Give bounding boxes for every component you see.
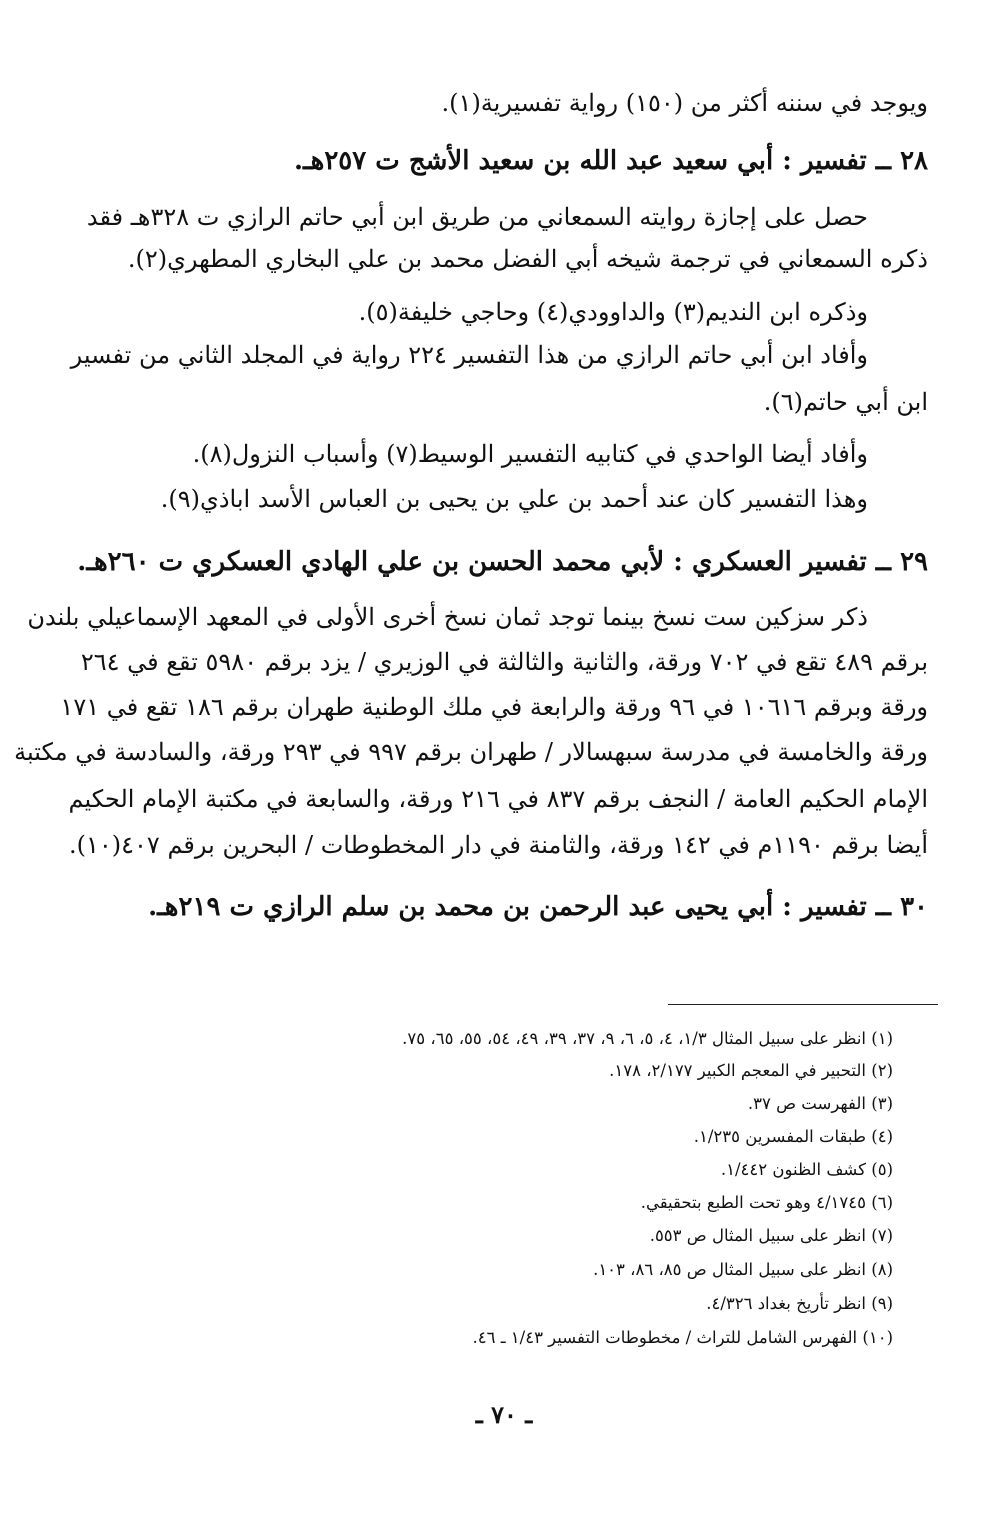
footnote-7: (٧) انظر على سبيل المثال ص ٥٥٣. (649, 1226, 893, 1245)
body-line-3: حصل على إجازة روايته السمعاني من طريق ابن أبي حاتم الرازي ت ٣٢٨هـ فقد (86, 203, 868, 231)
body-line-1: ويوجد في سننه أكثر من (١٥٠) رواية تفسيرية(١). (441, 89, 928, 117)
body-line-5: وذكره ابن النديم(٣) والداوودي(٤) وحاجي خليفة(٥). (358, 298, 868, 326)
body-line-13: ورقة وبرقم ١٠٦١٦ في ٩٦ ورقة والرابعة في ملك الوطنية طهران برقم ١٨٦ تقع في ١٧١ (60, 693, 928, 721)
footnote-8: (٨) انظر على سبيل المثال ص ٨٥، ٨٦، ١٠٣. (593, 1260, 893, 1279)
section-heading-28: ٢٨ ــ تفسير : أبي سعيد عبد الله بن سعيد الأشج ت ٢٥٧هـ. (293, 146, 928, 176)
body-line-4: ذكره السمعاني في ترجمة شيخه أبي الفضل محمد بن علي البخاري المطهري(٢). (127, 245, 928, 273)
footnote-10: (١٠) الفهرس الشامل للتراث / مخطوطات التفسير ١/٤٣ ـ ٤٦. (472, 1328, 893, 1347)
footnote-3: (٣) الفهرست ص ٣٧. (747, 1094, 893, 1113)
body-line-8: وأفاد أيضا الواحدي في كتابيه التفسير الوسيط(٧) وأسباب النزول(٨). (192, 440, 868, 468)
body-line-16: أيضا برقم ١١٩٠م في ١٤٢ ورقة، والثامنة في دار المخطوطات / البحرين برقم ٤٠٧(١٠). (68, 831, 928, 859)
body-line-15: الإمام الحكيم العامة / النجف برقم ٨٣٧ في ٢١٦ ورقة، والسابعة في مكتبة الإمام الحكيم (68, 785, 928, 813)
section-heading-30: ٣٠ ــ تفسير : أبي يحيى عبد الرحمن بن محمد بن سلم الرازي ت ٢١٩هـ. (148, 892, 928, 922)
footnote-1: (١) انظر على سبيل المثال ١/٣، ٤، ٥، ٦، ٩، ٣٧، ٣٩، ٤٩، ٥٤، ٥٥، ٦٥، ٧٥. (402, 1029, 893, 1048)
body-line-6: وأفاد ابن أبي حاتم الرازي من هذا التفسير ٢٢٤ رواية في المجلد الثاني من تفسير (70, 341, 868, 369)
body-line-11: ذكر سزكين ست نسخ بينما توجد ثمان نسخ أخرى الأولى في المعهد الإسماعيلي بلندن (27, 603, 868, 631)
footnote-5: (٥) كشف الظنون ١/٤٤٢. (720, 1160, 893, 1179)
footnote-4: (٤) طبقات المفسرين ١/٢٣٥. (693, 1127, 893, 1146)
footnote-9: (٩) انظر تأريخ بغداد ٤/٣٢٦. (706, 1294, 893, 1313)
page-number: ـ ٧٠ ـ (475, 1400, 533, 1429)
footnote-2: (٢) التحبير في المعجم الكبير ٢/١٧٧، ١٧٨. (609, 1061, 893, 1080)
body-line-14: ورقة والخامسة في مدرسة سبهسالار / طهران برقم ٩٩٧ في ٢٩٣ ورقة، والسادسة في مكتبة (14, 738, 928, 766)
footnote-6: (٦) ٤/١٧٤٥ وهو تحت الطبع بتحقيقي. (640, 1193, 893, 1212)
body-line-12: برقم ٤٨٩ تقع في ٧٠٢ ورقة، والثانية والثالثة في الوزيري / يزد برقم ٥٩٨٠ تقع في ٢٦٤ (80, 648, 928, 676)
section-heading-29: ٢٩ ــ تفسير العسكري : لأبي محمد الحسن بن علي الهادي العسكري ت ٢٦٠هـ. (77, 547, 928, 577)
footnote-separator (668, 1004, 938, 1005)
body-line-7: ابن أبي حاتم(٦). (763, 388, 928, 416)
body-line-9: وهذا التفسير كان عند أحمد بن علي بن يحيى بن العباس الأسد اباذي(٩). (160, 485, 868, 513)
